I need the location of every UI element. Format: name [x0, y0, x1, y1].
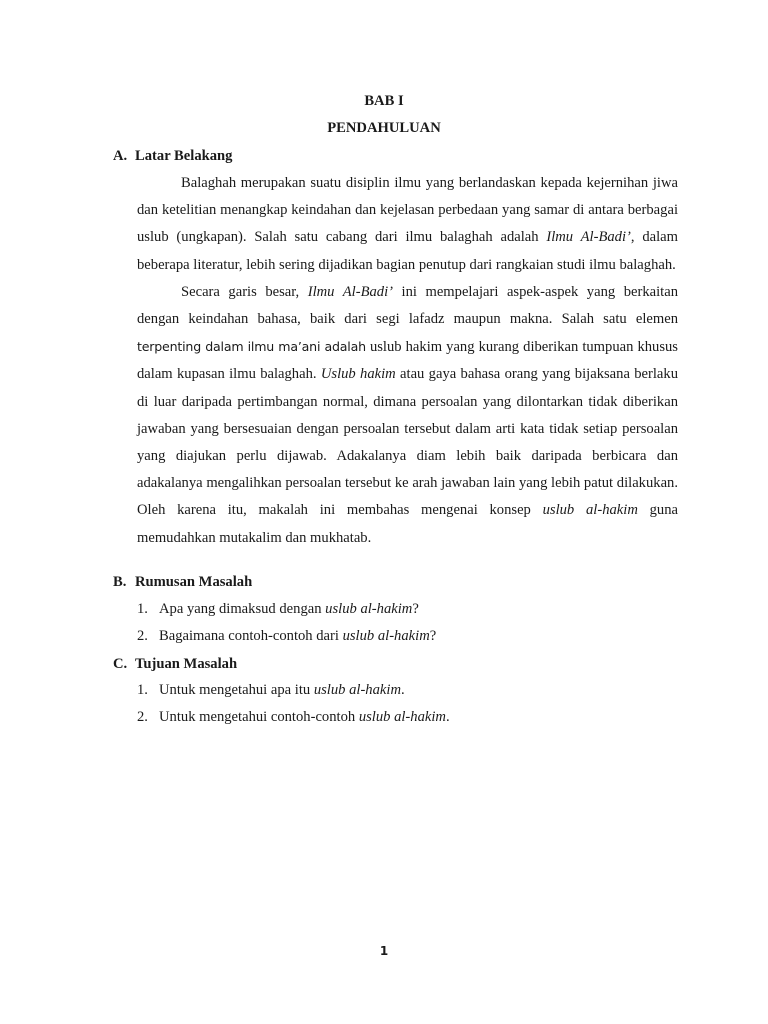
chapter-number: BAB I: [364, 93, 404, 109]
section-b-title: Rumusan Masalah: [135, 574, 253, 590]
chapter-title: PENDAHULUAN: [327, 120, 441, 136]
section-c-title: Tujuan Masalah: [135, 656, 238, 672]
sans-text-run: terpenting dalam ilmu ma’ani adalah: [137, 339, 366, 355]
list-item: 1. Apa yang dimaksud dengan uslub al-hakim?: [137, 601, 419, 617]
page-number: 1: [379, 944, 389, 958]
term-ilmu-al-badi: Ilmu Al-Badi’: [546, 229, 631, 246]
section-b-letter: B.: [113, 574, 127, 590]
list-item: 2. Untuk mengetahui contoh-contoh uslub al-hakim.: [137, 709, 450, 725]
section-b-heading: [113, 574, 252, 591]
section-a-body: [137, 170, 678, 552]
term-uslub-al-hakim: uslub al-hakim: [542, 502, 638, 519]
section-a-title: Latar Belakang: [135, 148, 233, 164]
list-item: 1. Untuk mengetahui apa itu uslub al-hakim.: [137, 682, 405, 698]
term-uslub-hakim: Uslub hakim: [320, 366, 396, 383]
section-c-heading: [113, 656, 237, 673]
paragraph-2: Secara garis besar, Ilmu Al-Badi’ ini mempelajari aspek-aspek yang berkaitan dengan keindahan bahasa, baik dari segi lafadz maupun makna. Salah satu elemen terpenting dalam ilmu ma’ani adalah uslub hakim yang kurang diberikan tumpuan khusus dalam kupasan ilmu balaghah. Uslub hakim atau gaya bahasa orang yang bijaksana berlaku di luar daripada pertimbangan normal, dimana persoalan yang dilontarkan tidak diberikan jawaban yang bersesuaian dengan persoalan tersebut dalam arti kata tidak setiap persoalan yang diajukan perlu dijawab. Adakalanya diam lebih baik daripada berbicara dan adakalanya mengalihkan persoalan tersebut ke arah jawaban lain yang lebih patut dilakukan. Oleh karena itu, makalah ini membahas mengenai konsep uslub al-hakim guna memudahkan mutakalim dan mukhatab.: [137, 283, 678, 546]
section-a-letter: A.: [113, 148, 128, 164]
section-a-heading: [113, 148, 232, 165]
list-item: 2. Bagaimana contoh-contoh dari uslub al-hakim?: [137, 628, 437, 644]
paragraph-1: Balaghah merupakan suatu disiplin ilmu yang berlandaskan kepada kejernihan jiwa dan ketelitian menangkap keindahan dan kejelasan perbedaan yang samar di antara berbagai uslub (ungkapan). Salah satu cabang dari ilmu balaghah adalah Ilmu Al-Badi’, dalam beberapa literatur, lebih sering dijadikan bagian penutup dari rangkaian studi ilmu balaghah.: [137, 175, 678, 273]
term-ilmu-al-badi: Ilmu Al-Badi’: [307, 283, 393, 300]
section-c-letter: C.: [113, 656, 128, 672]
